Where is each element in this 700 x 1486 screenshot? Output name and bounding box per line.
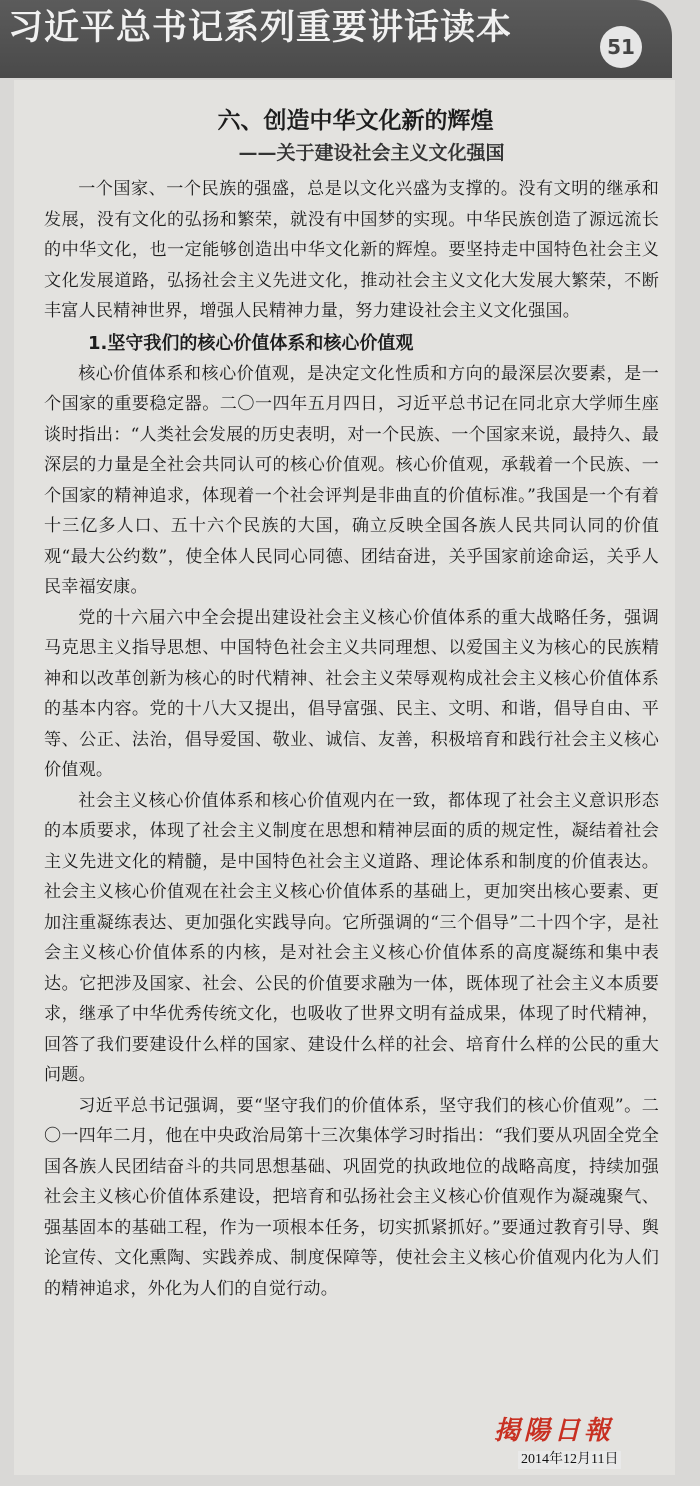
series-header-bar: [0, 0, 672, 78]
page-number-badge: 51: [600, 26, 642, 68]
article-body: [14, 80, 675, 1475]
body-paragraph: 习近平总书记强调，要“坚守我们的价值体系，坚守我们的核心价值观”。二〇一四年二月，他在中央政治局第十三次集体学习时指出：“我们要从巩固全党全国各族人民团结奋斗的共同思想基础、巩固党的执政地位的战略高度，持续加强社会主义核心价值体系建设，把培育和弘扬社会主义核心价值观作为凝魂聚气、强基固本的基础工程，作为一项根本任务，切实抓紧抓好。”要通过教育引导、舆论宣传、文化熏陶、实践养成、制度保障等，使社会主义核心价值观内化为人们的精神追求，外化为人们的自觉行动。: [44, 1095, 659, 1299]
section-title: 1.坚守我们的核心价值体系和核心价值观: [88, 332, 414, 354]
body-paragraph: 党的十六届六中全会提出建设社会主义核心价值体系的重大战略任务，强调马克思主义指导思想、中国特色社会主义共同理想、以爱国主义为核心的民族精神和以改革创新为核心的时代精神、社会主义荣辱观构成社会主义核心价值体系的基本内容。党的十八大又提出，倡导富强、民主、文明、和谐，倡导自由、平等、公正、法治，倡导爱国、敬业、诚信、友善，积极培育和践行社会主义核心价值观。: [44, 607, 659, 780]
publication-date: 2014年12月11日: [518, 1451, 621, 1469]
article-subtitle: ——关于建设社会主义文化强国: [238, 142, 505, 164]
body-paragraph: 社会主义核心价值体系和核心价值观内在一致，都体现了社会主义意识形态的本质要求，体现了社会主义制度在思想和精神层面的质的规定性，凝结着社会主义先进文化的精髓，是中国特色社会主义道路、理论体系和制度的价值表达。社会主义核心价值观在社会主义核心价值体系的基础上，更加突出核心要素、更加注重凝练表达、更加强化实践导向。它所强调的“三个倡导”二十四个字，是社会主义核心价值体系的内核，是对社会主义核心价值体系的高度凝练和集中表达。它把涉及国家、社会、公民的价值要求融为一体，既体现了社会主义本质要求，继承了中华优秀传统文化，也吸收了世界文明有益成果，体现了时代精神，回答了我们要建设什么样的国家、建设什么样的社会、培育什么样的公民的重大问题。: [44, 790, 659, 1085]
body-paragraph: 核心价值体系和核心价值观，是决定文化性质和方向的最深层次要素，是一个国家的重要稳定器。二〇一四年五月四日，习近平总书记在同北京大学师生座谈时指出：“人类社会发展的历史表明，对一个民族、一个国家来说，最持久、最深层的力量是全社会共同认可的核心价值观。核心价值观，承载着一个民族、一个国家的精神追求，体现着一个社会评判是非曲直的价值标准。”我国是一个有着十三亿多人口、五十六个民族的大国，确立反映全国各族人民共同认同的价值观“最大公约数”，使全体人民同心同德、团结奋进，关乎国家前途命运，关乎人民幸福安康。: [44, 363, 659, 597]
series-title: 习近平总书记系列重要讲话读本: [8, 8, 513, 48]
newspaper-masthead-logo: 揭陽日報: [494, 1416, 615, 1446]
article-title: 六、创造中华文化新的辉煌: [217, 108, 494, 134]
intro-paragraph: 一个国家、一个民族的强盛，总是以文化兴盛为支撑的。没有文明的继承和发展，没有文化的弘扬和繁荣，就没有中国梦的实现。中华民族创造了源远流长的中华文化，也一定能够创造出中华文化新的辉煌。要坚持走中国特色社会主义文化发展道路，弘扬社会主义先进文化，推动社会主义文化大发展大繁荣，不断丰富人民精神世界，增强人民精神力量，努力建设社会主义文化强国。: [44, 179, 659, 321]
